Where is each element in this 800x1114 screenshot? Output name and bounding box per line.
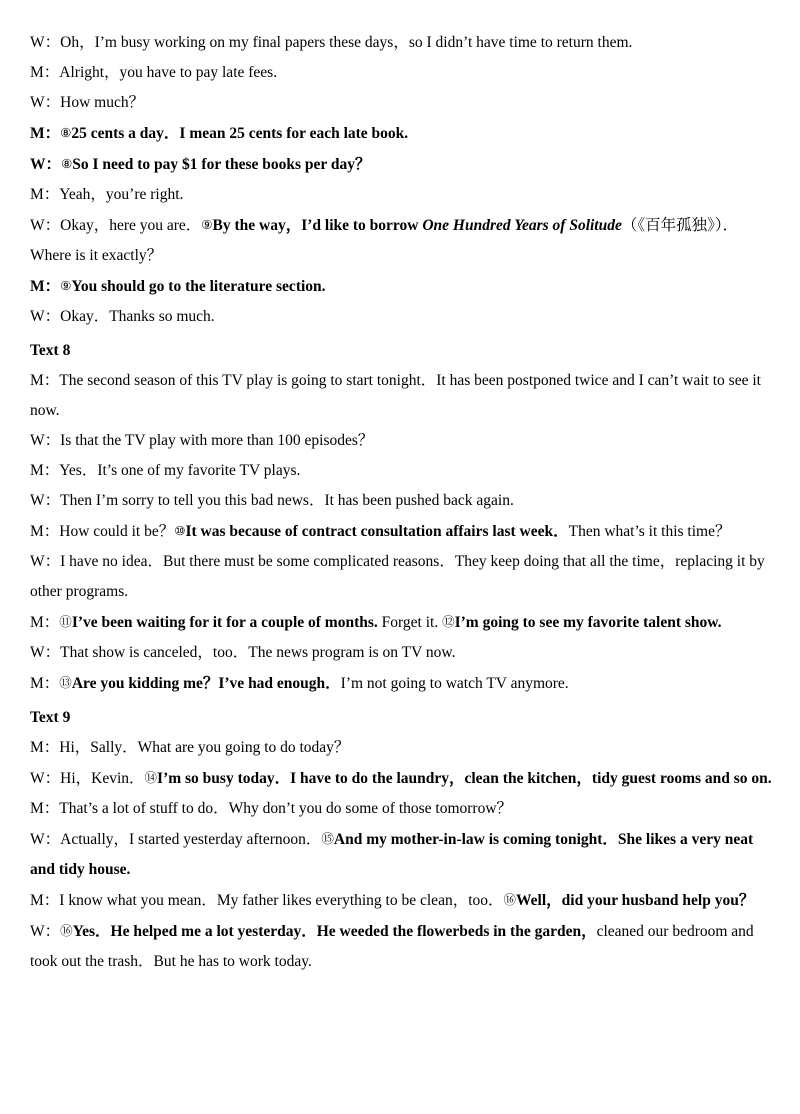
text-run: Well，did your husband help you？ [516, 892, 755, 909]
dialogue-line [30, 149, 774, 180]
section-heading [30, 336, 774, 366]
text-run: One Hundred Years of Solitude [422, 217, 622, 234]
dialogue-line [30, 916, 774, 977]
text-run: W：Is that the TV play with more than 100 episodes？ [30, 432, 374, 449]
dialogue-line [30, 366, 774, 426]
text-run: Are you kidding me？I’ve had enough． [71, 675, 341, 692]
marker-number: ⑧ [61, 156, 73, 171]
text-run: M：Alright，you have to pay late fees. [30, 64, 278, 81]
text-run: You should go to the literature section. [71, 278, 326, 295]
text-run: M： [30, 125, 61, 142]
text-run: I’m going to see my favorite talent show. [454, 614, 722, 631]
dialogue-line [30, 794, 774, 824]
text-run: W：Then I’m sorry to tell you this bad news．It has been pushed back again. [30, 492, 514, 509]
dialogue-line [30, 733, 774, 763]
dialogue-line [30, 118, 774, 149]
text-run: M： [30, 278, 61, 295]
dialogue-line [30, 668, 774, 699]
text-run: W：That show is canceled，too．The news program is on TV now. [30, 644, 456, 661]
dialogue-line [30, 885, 774, 916]
section-heading [30, 703, 774, 733]
text-run: M：I know what you mean．My father likes everything to be clean，too． [30, 892, 504, 909]
dialogue-line [30, 824, 774, 885]
dialogue-line [30, 28, 774, 58]
dialogue-line [30, 180, 774, 210]
marker-number: ⑪ [59, 614, 72, 629]
text-run: W：I have no idea．But there must be some complicated reasons．They keep doing that all the time，replacing it by other programs. [30, 553, 765, 600]
dialogue-line [30, 302, 774, 332]
marker-number: ⑮ [321, 831, 334, 846]
text-run: And my mother-in-law is coming tonight．She likes a very neat and tidy house. [30, 831, 754, 878]
marker-number: ⑬ [59, 675, 72, 690]
text-run: W：Actually，I started yesterday afternoon． [30, 831, 322, 848]
text-run: W： [30, 156, 62, 173]
marker-number: ⑯ [503, 892, 517, 907]
marker-number: ⑨ [60, 278, 72, 293]
dialogue-line [30, 210, 774, 271]
dialogue-line [30, 547, 774, 607]
text-run: cleaned our bedroom and took out the trash．But he has to work today. [30, 923, 754, 970]
text-run: By the way，I’d like to borrow [212, 217, 423, 234]
text-run: W： [30, 923, 61, 940]
marker-number: ⑯ [60, 923, 73, 938]
dialogue-line [30, 607, 774, 638]
text-run: M：The second season of this TV play is going to start tonight．It has been postponed twice and I can’t wait to see it now. [30, 372, 761, 419]
marker-number: ⑧ [60, 125, 72, 140]
text-run: W：Okay．Thanks so much. [30, 308, 215, 325]
text-run: M：That’s a lot of stuff to do．Why don’t you do some of those tomorrow？ [30, 800, 513, 817]
text-run: Text 8 [30, 342, 71, 359]
text-run: Yes．He helped me a lot yesterday．He weeded the flowerbeds in the garden， [72, 923, 597, 940]
dialogue-line [30, 58, 774, 88]
text-run: M： [30, 614, 60, 631]
marker-number: ⑩ [174, 523, 186, 538]
text-run: W：How much？ [30, 94, 145, 111]
dialogue-line [30, 516, 774, 547]
text-run: It was because of contract consultation affairs last week． [185, 523, 569, 540]
text-run: Text 9 [30, 709, 71, 726]
dialogue-line [30, 271, 774, 302]
text-run: So I need to pay $1 for these books per day？ [72, 156, 371, 173]
marker-number: ⑨ [201, 217, 213, 232]
text-run: M： [30, 675, 60, 692]
text-run: M：Yes．It’s one of my favorite TV plays. [30, 462, 301, 479]
text-run: I’m so busy today．I have to do the laundry，clean the kitchen，tidy guest rooms and so on. [157, 770, 772, 787]
text-run: Forget it. [381, 614, 443, 631]
text-run: M：Yeah，you’re right. [30, 186, 184, 203]
text-run: W：Okay，here you are． [30, 217, 202, 234]
text-run: M：How could it be？ [30, 523, 175, 540]
text-run: Then what’s it this time？ [568, 523, 731, 540]
dialogue-line [30, 88, 774, 118]
text-run: （《百年孤独》）．Where is it exactly？ [30, 217, 739, 264]
text-run: I’ve been waiting for it for a couple of months. [71, 614, 382, 631]
dialogue-line [30, 486, 774, 516]
text-run: W：Hi，Kevin． [30, 770, 145, 787]
text-run: W：Oh，I’m busy working on my final papers these days，so I didn’t have time to return them. [30, 34, 633, 51]
text-run: 25 cents a day．I mean 25 cents for each late book. [71, 125, 409, 142]
text-run: M：Hi，Sally．What are you going to do today？ [30, 739, 350, 756]
text-run: I’m not going to watch TV anymore. [340, 675, 569, 692]
dialogue-line [30, 456, 774, 486]
dialogue-line [30, 426, 774, 456]
marker-number: ⑫ [442, 614, 455, 629]
dialogue-line [30, 763, 774, 794]
dialogue-line [30, 638, 774, 668]
transcript-body [30, 28, 774, 977]
marker-number: ⑭ [144, 770, 158, 785]
